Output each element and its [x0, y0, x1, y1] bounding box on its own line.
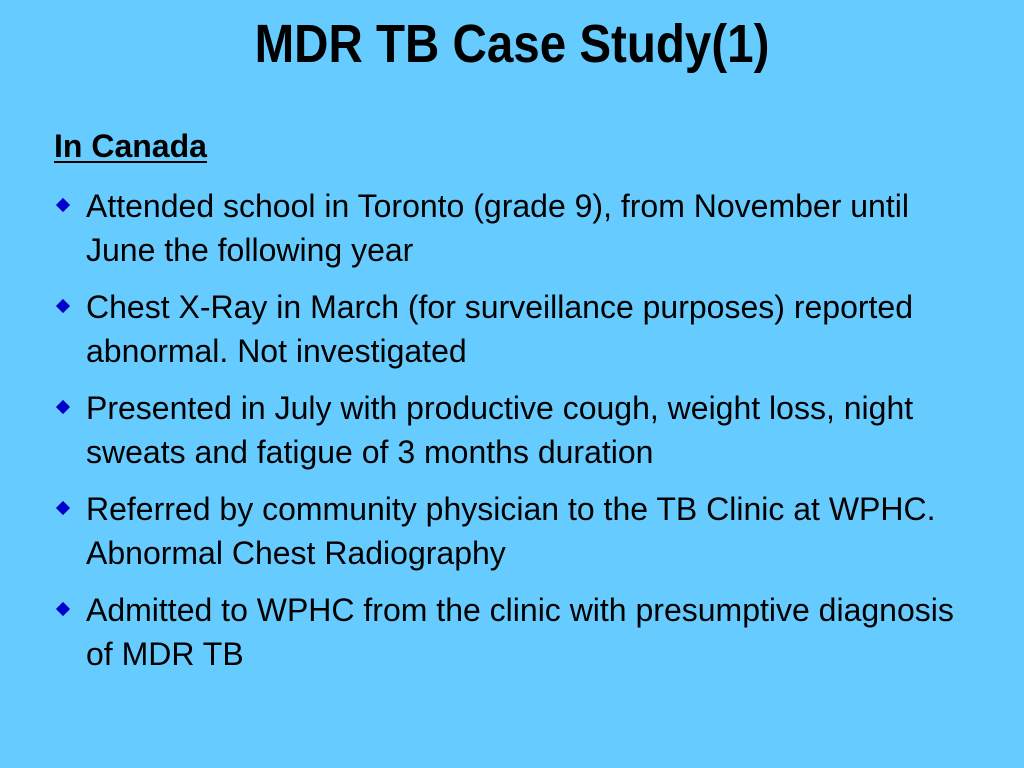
diamond-bullet-icon [56, 198, 70, 212]
diamond-bullet-icon [56, 299, 70, 313]
bullet-text: Admitted to WPHC from the clinic with presumptive diagnosis of MDR TB [86, 592, 954, 672]
bullet-item [54, 184, 984, 272]
slide-title: MDR TB Case Study(1) [254, 14, 770, 74]
bullet-item [54, 285, 984, 373]
diamond-bullet-icon [56, 400, 70, 414]
diamond-bullet-icon [56, 602, 70, 616]
bullet-text: Presented in July with productive cough, weight loss, night sweats and fatigue of 3 months duration [86, 390, 914, 470]
section-heading: In Canada [54, 128, 207, 164]
diamond-bullet-icon [56, 501, 70, 515]
bullet-list [54, 184, 984, 689]
bullet-item [54, 588, 984, 676]
bullet-item [54, 386, 984, 474]
bullet-text: Chest X-Ray in March (for surveillance purposes) reported abnormal. Not investigated [86, 289, 913, 369]
bullet-text: Attended school in Toronto (grade 9), from November until June the following year [86, 188, 909, 268]
bullet-item [54, 487, 984, 575]
bullet-text: Referred by community physician to the TB Clinic at WPHC. Abnormal Chest Radiography [86, 491, 936, 571]
